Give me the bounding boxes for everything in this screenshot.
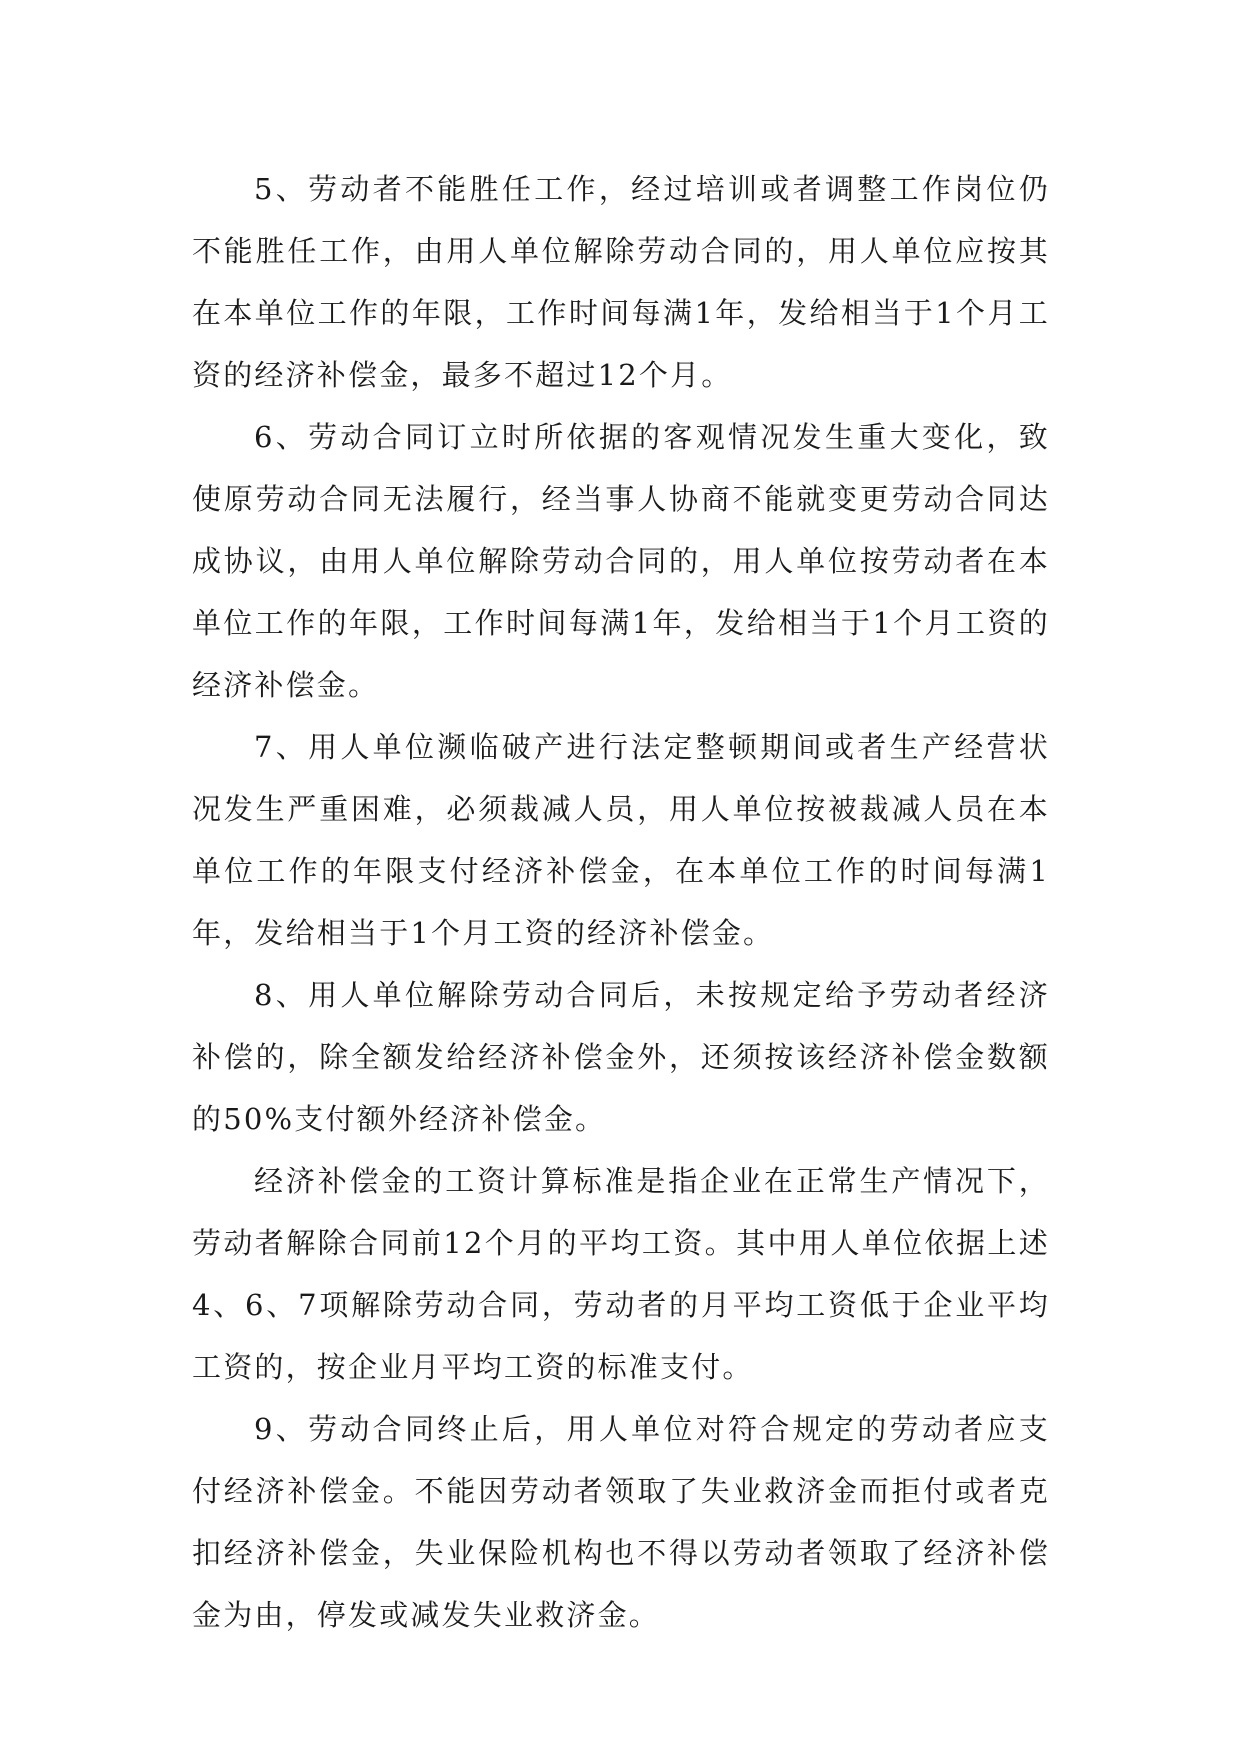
paragraph-item-6: 6、劳动合同订立时所依据的客观情况发生重大变化，致使原劳动合同无法履行，经当事人协商不能就变更劳动合同达成协议，由用人单位解除劳动合同的，用人单位按劳动者在本单位工作的年限，工作时间每满1年，发给相当于1个月工资的经济补偿金。 xyxy=(192,420,1050,702)
paragraph-item-8: 8、用人单位解除劳动合同后，未按规定给予劳动者经济补偿的，除全额发给经济补偿金外，还须按该经济补偿金数额的50%支付额外经济补偿金。 xyxy=(192,978,1050,1136)
paragraph-item-9: 9、劳动合同终止后，用人单位对符合规定的劳动者应支付经济补偿金。不能因劳动者领取了失业救济金而拒付或者克扣经济补偿金，失业保险机构也不得以劳动者领取了经济补偿金为由，停发或减发失业救济金。 xyxy=(192,1412,1050,1632)
paragraph-item-5: 5、劳动者不能胜任工作，经过培训或者调整工作岗位仍不能胜任工作，由用人单位解除劳动合同的，用人单位应按其在本单位工作的年限，工作时间每满1年，发给相当于1个月工资的经济补偿金，最多不超过12个月。 xyxy=(192,172,1050,392)
paragraph-item-7: 7、用人单位濒临破产进行法定整顿期间或者生产经营状况发生严重困难，必须裁减人员，用人单位按被裁减人员在本单位工作的年限支付经济补偿金，在本单位工作的时间每满1年，发给相当于1个月工资的经济补偿金。 xyxy=(192,730,1050,950)
paragraph-wage-standard: 经济补偿金的工资计算标准是指企业在正常生产情况下，劳动者解除合同前12个月的平均工资。其中用人单位依据上述4、6、7项解除劳动合同，劳动者的月平均工资低于企业平均工资的，按企业月平均工资的标准支付。 xyxy=(192,1164,1050,1384)
